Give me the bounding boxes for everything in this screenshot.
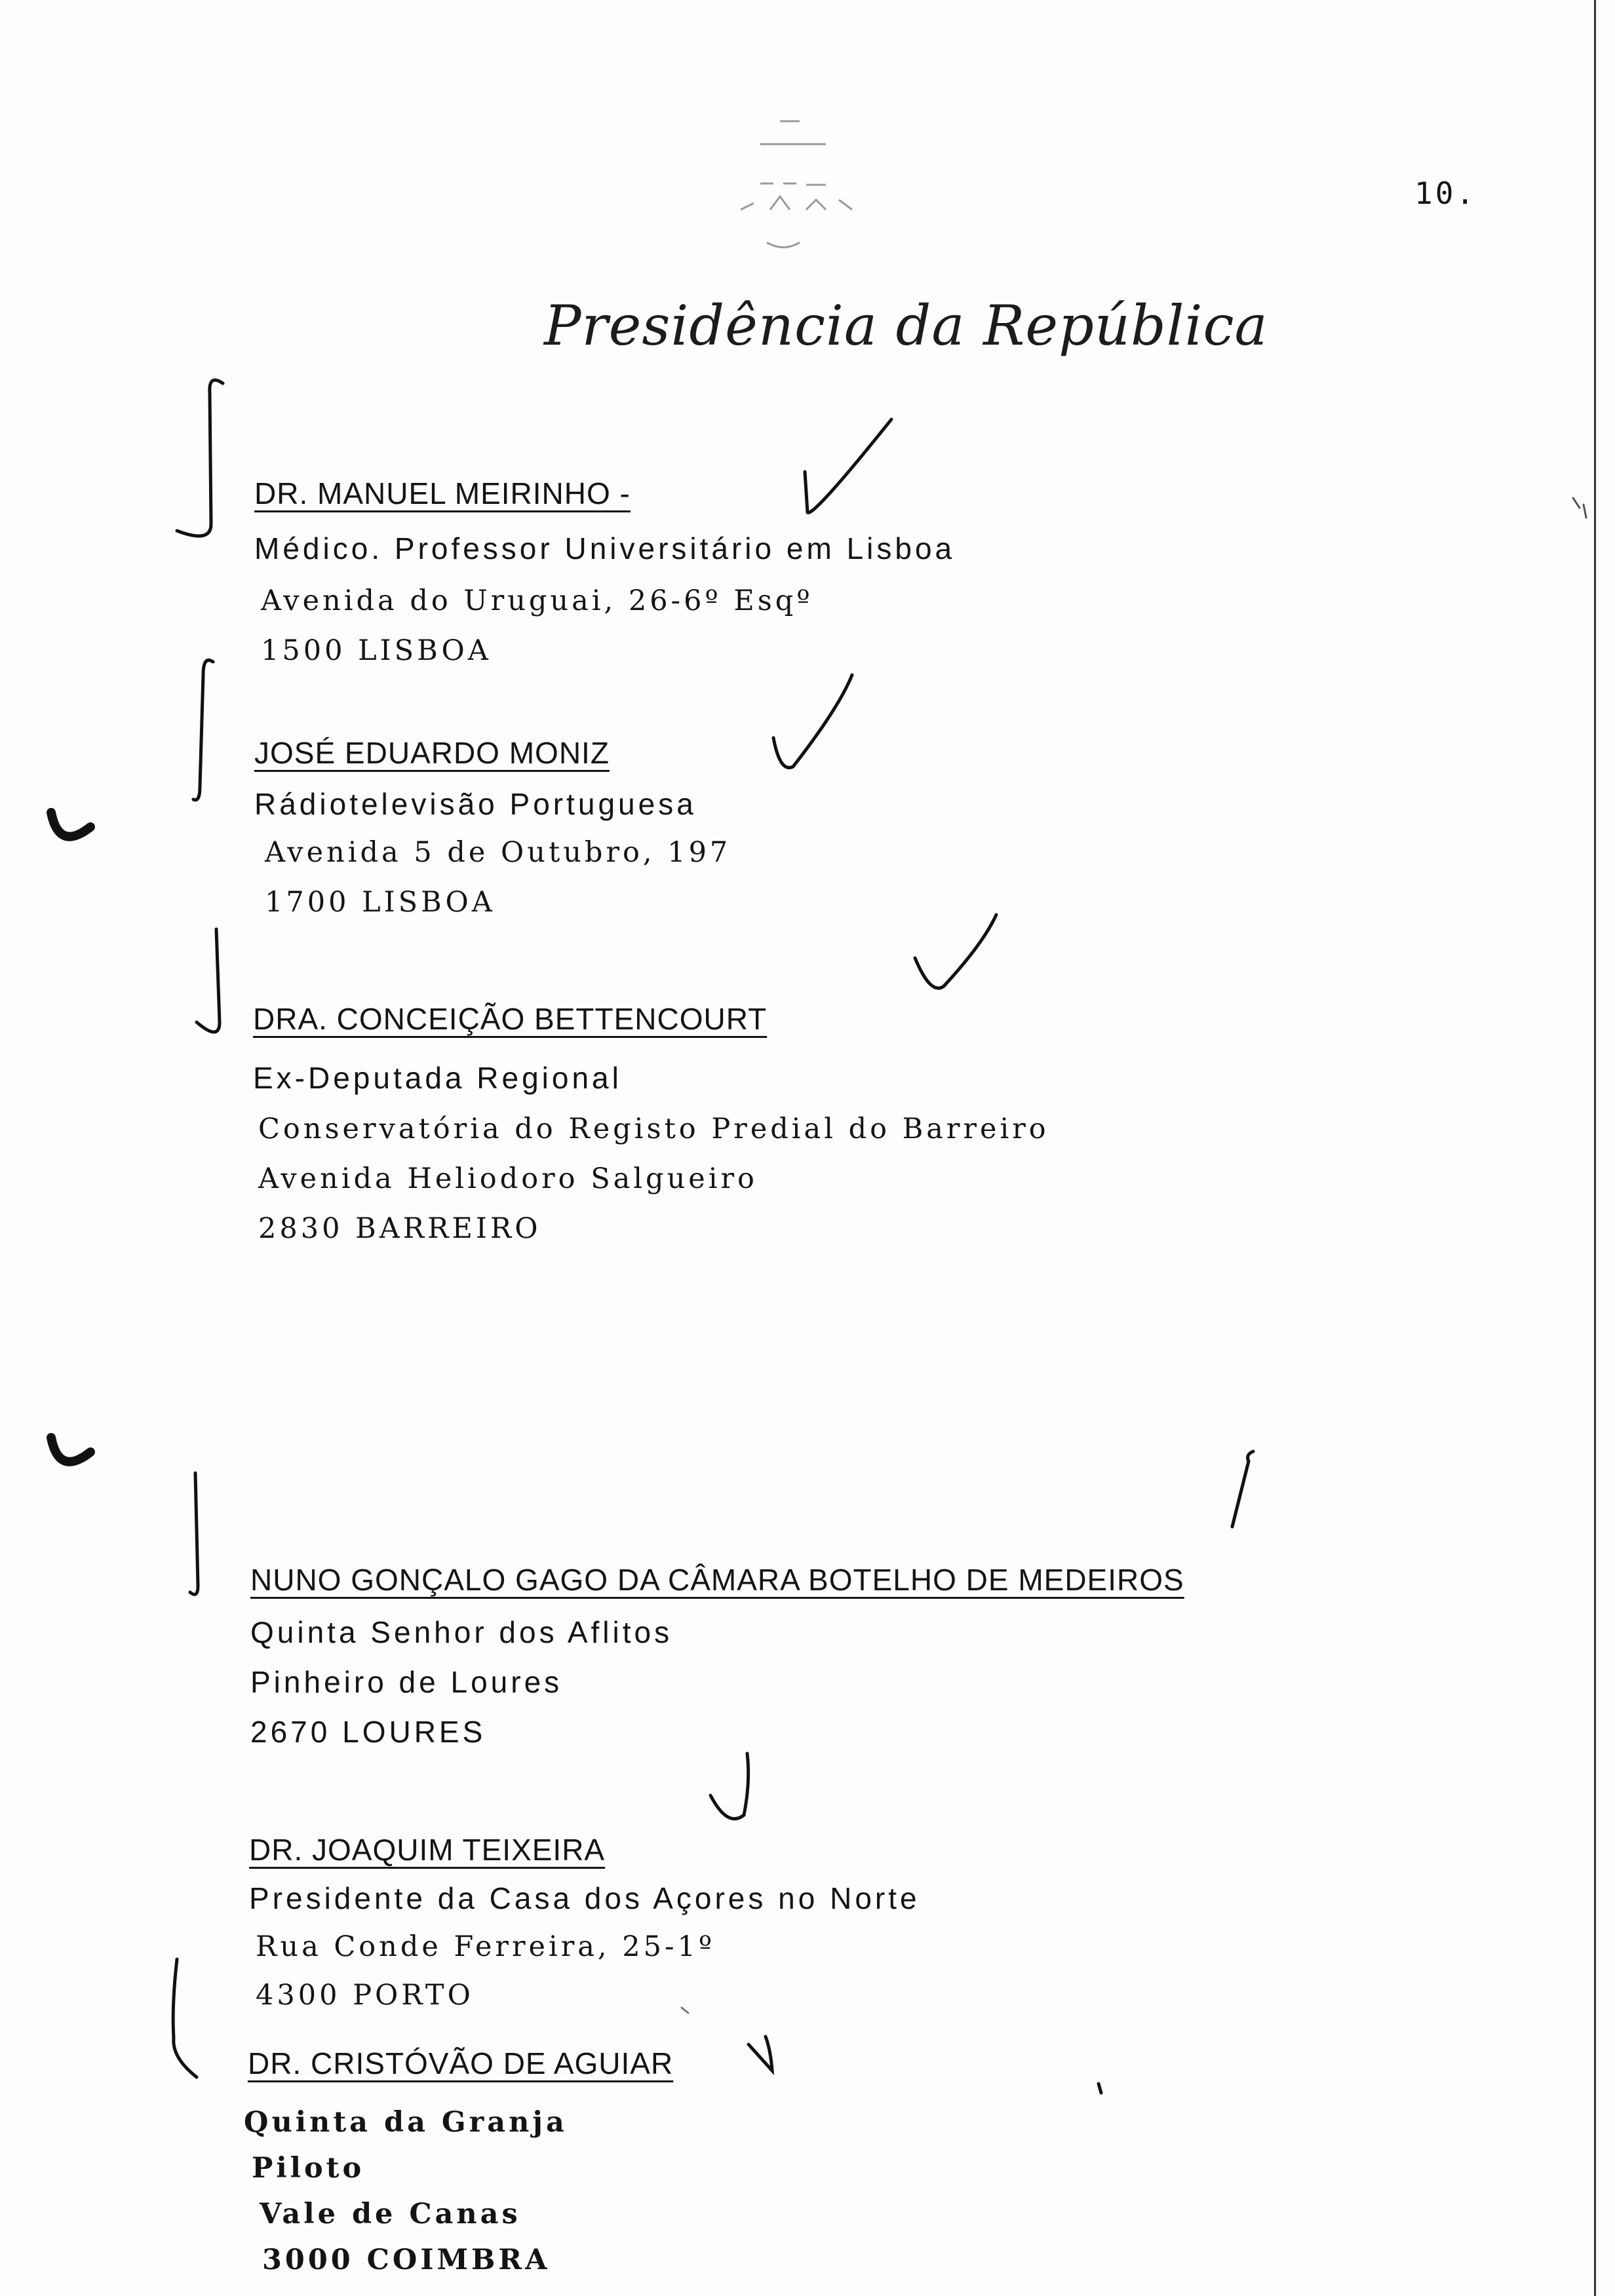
check-mark xyxy=(915,915,996,988)
entry-line: Conservatória do Registo Predial do Barreiro xyxy=(258,1113,1049,1145)
entry-line: 2670 LOURES xyxy=(250,1715,486,1749)
crescent-mark xyxy=(51,1438,90,1462)
entry-line: Avenida Heliodoro Salgueiro xyxy=(258,1162,758,1195)
entry-line: 4300 PORTO xyxy=(256,1979,474,2012)
bracket-mark xyxy=(197,929,220,1032)
entry-line: Avenida do Uruguai, 26-6º Esqº xyxy=(261,584,813,617)
bracket-mark xyxy=(173,1959,197,2077)
check-mark xyxy=(710,1753,749,1819)
check-mark xyxy=(749,2037,772,2071)
entry-line: 2830 BARREIRO xyxy=(258,1212,541,1245)
entry-name: JOSÉ EDUARDO MONIZ xyxy=(254,736,610,770)
check-mark xyxy=(805,419,891,512)
entry-name: DR. JOAQUIM TEIXEIRA xyxy=(249,1833,606,1867)
entry-name: DR. MANUEL MEIRINHO - xyxy=(254,476,631,510)
entry-line: Piloto xyxy=(252,2152,365,2185)
entry-line: Avenida 5 de Outubro, 197 xyxy=(265,836,731,869)
bracket-mark xyxy=(193,660,213,800)
check-mark xyxy=(1232,1451,1253,1527)
entry-line: Quinta Senhor dos Aflitos xyxy=(250,1615,673,1649)
letterhead-title: Presidência da República xyxy=(544,294,1268,358)
crescent-mark xyxy=(51,813,90,837)
entry-line: Ex-Deputada Regional xyxy=(253,1061,622,1095)
entry-line: Presidente da Casa dos Açores no Norte xyxy=(249,1881,920,1915)
check-mark xyxy=(773,675,852,768)
entry-name: DRA. CONCEIÇÃO BETTENCOURT xyxy=(253,1002,768,1036)
entry-line: 1500 LISBOA xyxy=(261,634,492,667)
entry-line: Rádiotelevisão Portuguesa xyxy=(254,787,697,821)
entry-name: NUNO GONÇALO GAGO DA CÂMARA BOTELHO DE MEDEIROS xyxy=(250,1563,1184,1597)
entry-line: Pinheiro de Loures xyxy=(250,1665,563,1699)
entry-line: Vale de Canas xyxy=(260,2198,521,2230)
page-number: 10. xyxy=(1414,176,1477,211)
entry-name: DR. CRISTÓVÃO DE AGUIAR xyxy=(248,2046,674,2080)
entry-line: Quinta da Granja xyxy=(244,2106,568,2139)
entry-line: Rua Conde Ferreira, 25-1º xyxy=(256,1930,716,1963)
entry-line: 3000 COIMBRA xyxy=(262,2244,551,2276)
bracket-mark xyxy=(190,1473,198,1594)
entry-line: 1700 LISBOA xyxy=(265,886,496,919)
bracket-mark xyxy=(177,380,223,536)
entry-line: Médico. Professor Universitário em Lisboa xyxy=(254,531,956,565)
